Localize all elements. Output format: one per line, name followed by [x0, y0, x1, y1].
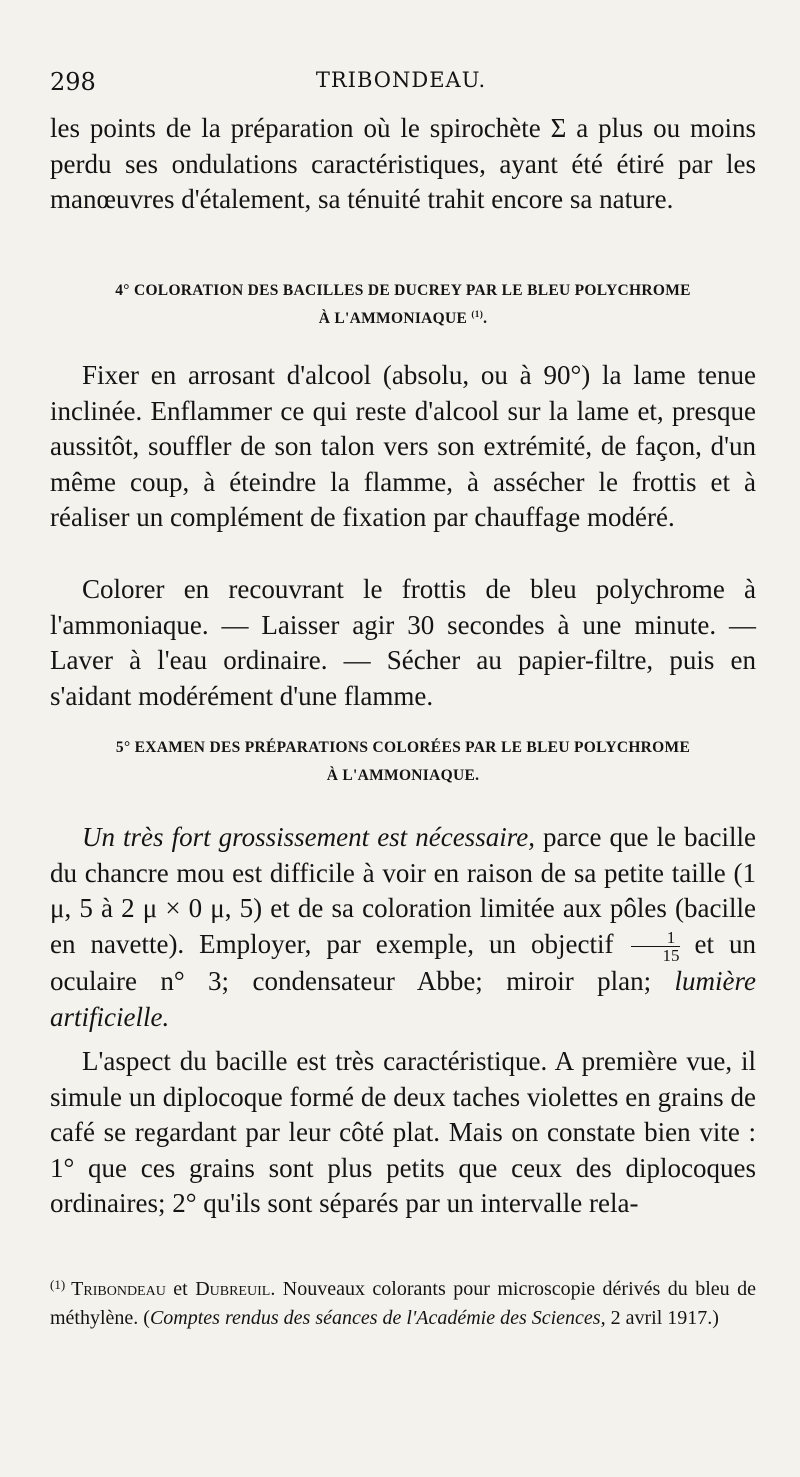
- footnote-author-2: Dubreuil: [195, 1278, 271, 1300]
- fraction-denominator: 15: [662, 946, 680, 966]
- paragraph-text: Colorer en recouvrant le frottis de bleu polychrome à l'ammoniaque. — Laisser agir 30 secondes à une minute. — Laver à l'eau ordinaire. — Sécher au papier-filtre, puis en s'aidant modérément d'une flamme.: [50, 574, 756, 711]
- heading-line-2-end: .: [483, 310, 488, 327]
- footnote: [50, 1270, 756, 1333]
- footnote-mark: (1): [50, 1277, 66, 1292]
- text-a: parce que le bacille du chancre mou est difficile à voir en raison de sa petite taille (1 μ, 5 à 2 μ × 0 μ, 5) et de sa coloration limitée aux pôles (bacille en navette). Employer, par exemple, un objectif: [50, 822, 757, 959]
- footnote-reference: (1): [471, 309, 484, 320]
- section-heading-4: [50, 277, 756, 333]
- paragraph-text: Fixer en arrosant d'alcool (absolu, ou à 90°) la lame tenue inclinée. Enflammer ce qui reste d'alcool sur la lame et, presque aussitôt, souffler de son talon vers son extrémité, de façon, d'un même coup, à éteindre la flamme, à assécher le frottis et à réaliser un complément de fixation par chauffage modéré.: [50, 360, 756, 533]
- footnote-text: [50, 1270, 756, 1333]
- footnote-author-1: Tribondeau: [71, 1278, 166, 1300]
- paragraph-text: les points de la préparation où le spirochète Σ a plus ou moins perdu ses ondulations caractéristiques, ayant été étiré par les manœuvres d'étalement, sa ténuité trahit encore sa nature.: [50, 113, 756, 215]
- running-title: TRIBONDEAU.: [315, 68, 487, 92]
- footnote-body: . Nouveaux colorants pour microscopie dérivés du bleu de méthylène. (: [50, 1278, 756, 1329]
- footnote-date: 2 avril 1917.): [605, 1307, 719, 1329]
- paragraph-aspect: [50, 1044, 756, 1222]
- heading-line-2-text: À L'AMMONIAQUE: [318, 310, 468, 327]
- text-b: et un oculaire n° 3; condensateur Abbe; miroir plan;: [50, 928, 756, 997]
- heading-line-2: [50, 305, 756, 333]
- footnote-and: et: [165, 1278, 196, 1300]
- page-number: 298: [50, 68, 96, 96]
- italic-lead: Un très fort grossissement est nécessaire,: [82, 822, 535, 852]
- section-heading-5: [50, 734, 756, 790]
- paragraph-text: [50, 820, 756, 1035]
- italic-end: lumière artificielle.: [50, 966, 756, 1032]
- paragraph-colorer: [50, 572, 756, 714]
- fraction: [631, 929, 680, 964]
- paragraph-grossissement: [50, 820, 756, 1035]
- heading-line-2: À L'AMMONIAQUE.: [326, 767, 480, 784]
- heading-line-1: 5° EXAMEN DES PRÉPARATIONS COLORÉES PAR LE BLEU POLYCHROME: [115, 739, 691, 756]
- paragraph-fixer: [50, 358, 756, 536]
- fraction-numerator: 1: [631, 929, 680, 947]
- paragraph-text: L'aspect du bacille est très caractéristique. A première vue, il simule un diplocoque formé de deux taches violettes en grains de café se regardant par leur côté plat. Mais on constate bien vite : 1° que ces grains sont plus petits que ceux des diplocoques ordinaires; 2° qu'ils sont séparés par un intervalle rela-: [50, 1046, 756, 1219]
- paragraph-continued: [50, 111, 756, 218]
- footnote-source: Comptes rendus des séances de l'Académie des Sciences,: [149, 1307, 606, 1329]
- running-head: [50, 68, 752, 102]
- heading-line-1: 4° COLORATION DES BACILLES DE DUCREY PAR LE BLEU POLYCHROME: [115, 282, 691, 299]
